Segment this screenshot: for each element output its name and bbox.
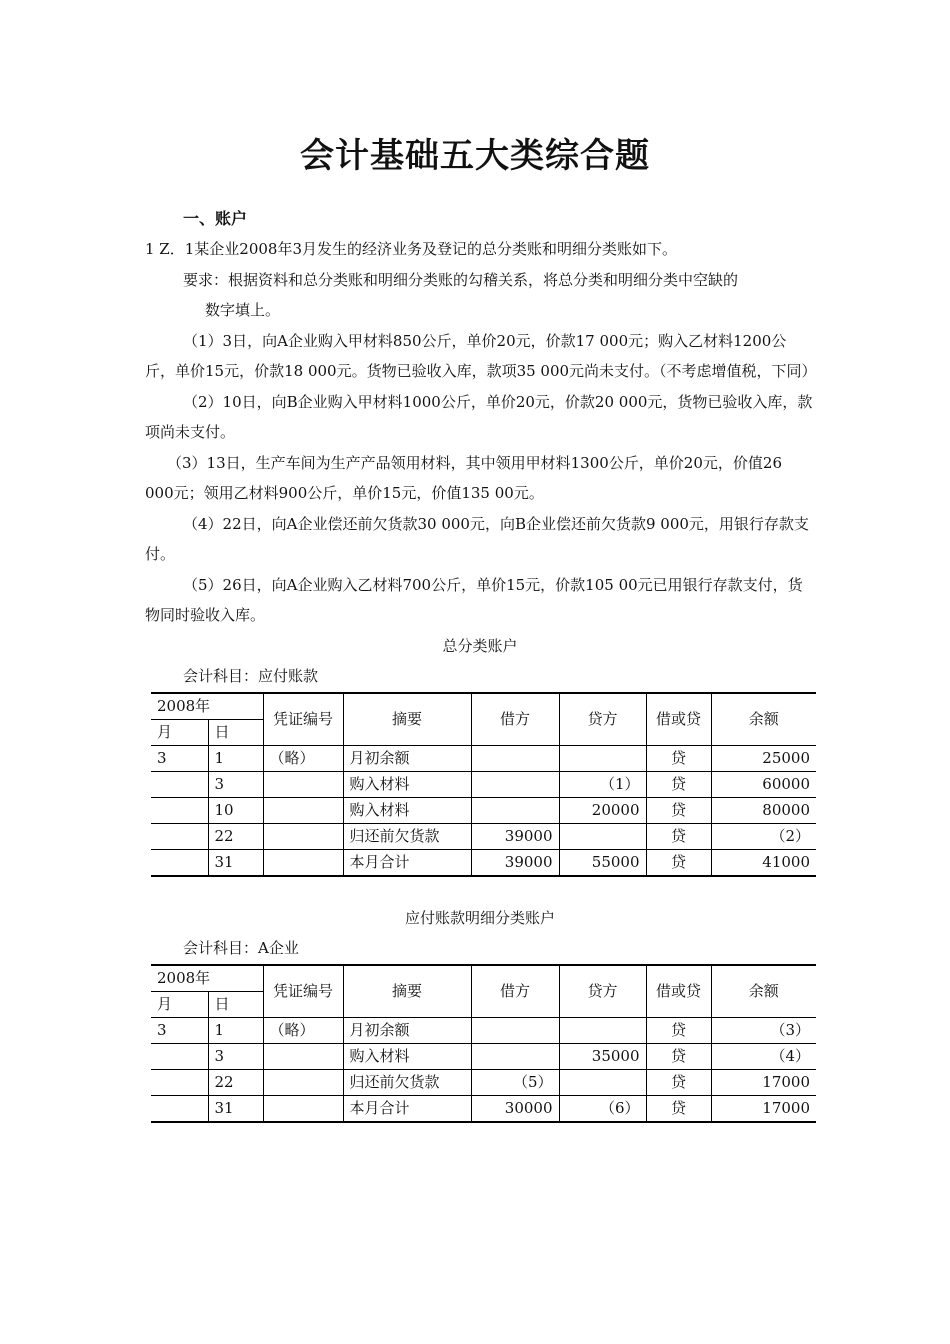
table-row <box>151 797 816 823</box>
header-voucher: 凭证编号 <box>263 693 343 746</box>
cell-summary: 购入材料 <box>343 797 471 823</box>
header-credit: 贷方 <box>559 693 646 746</box>
question-intro: 1 Z．1某企业2008年3月发生的经济业务及登记的总分类账和明细分类账如下。 <box>145 240 677 258</box>
cell-balance: 25000 <box>711 745 816 771</box>
cell-summary: 归还前欠货款 <box>343 1069 471 1095</box>
cell-balance: （2） <box>711 823 816 849</box>
cell-voucher <box>263 797 343 823</box>
cell-day: 1 <box>208 1017 263 1043</box>
ledger2-subject: 会计科目：A企业 <box>183 939 299 957</box>
cell-month <box>151 797 208 823</box>
transaction-1: （1）3日，向A企业购入甲材料850公斤，单价20元，价款17 000元；购入乙材料1200公斤，单价15元，价款18 000元。货物已验收入库，款项35 000元尚未支付。（不考虑增值税，下同） <box>145 331 817 380</box>
ledger1-subject: 会计科目：应付账款 <box>183 667 319 685</box>
document-body <box>145 234 815 1123</box>
cell-credit: （6） <box>559 1095 646 1122</box>
header-row <box>151 693 816 720</box>
cell-credit: （1） <box>559 771 646 797</box>
cell-month <box>151 1095 208 1122</box>
cell-month: 3 <box>151 745 208 771</box>
cell-credit: 35000 <box>559 1043 646 1069</box>
cell-balance: 17000 <box>711 1069 816 1095</box>
cell-day: 1 <box>208 745 263 771</box>
cell-dc: 贷 <box>646 771 711 797</box>
cell-summary: 本月合计 <box>343 849 471 876</box>
cell-summary: 归还前欠货款 <box>343 823 471 849</box>
cell-debit <box>471 745 559 771</box>
cell-month <box>151 1043 208 1069</box>
cell-debit: （5） <box>471 1069 559 1095</box>
section-heading: 一、账户 <box>183 209 248 228</box>
cell-debit: 30000 <box>471 1095 559 1122</box>
header-debit: 借方 <box>471 965 559 1018</box>
cell-day: 22 <box>208 1069 263 1095</box>
cell-balance: 41000 <box>711 849 816 876</box>
header-dc: 借或贷 <box>646 965 711 1018</box>
cell-balance: 17000 <box>711 1095 816 1122</box>
ledger2-caption: 应付账款明细分类账户 <box>404 908 555 927</box>
cell-dc: 贷 <box>646 1069 711 1095</box>
cell-debit <box>471 1017 559 1043</box>
cell-summary: 本月合计 <box>343 1095 471 1122</box>
cell-credit <box>559 823 646 849</box>
table-row <box>151 1095 816 1122</box>
table-row <box>151 823 816 849</box>
cell-voucher <box>263 1043 343 1069</box>
cell-dc: 贷 <box>646 849 711 876</box>
header-summary: 摘要 <box>343 965 471 1018</box>
cell-dc: 贷 <box>646 1017 711 1043</box>
cell-dc: 贷 <box>646 745 711 771</box>
cell-day: 31 <box>208 849 263 876</box>
table-row <box>151 1069 816 1095</box>
cell-voucher: （略） <box>263 745 343 771</box>
cell-balance: （3） <box>711 1017 816 1043</box>
table-row <box>151 771 816 797</box>
table-row <box>151 1017 816 1043</box>
cell-credit: 20000 <box>559 797 646 823</box>
cell-voucher <box>263 771 343 797</box>
cell-month <box>151 849 208 876</box>
header-balance: 余额 <box>711 965 816 1018</box>
transaction-5: （5）26日，向A企业购入乙材料700公斤，单价15元，价款105 00元已用银行存款支付，货物同时验收入库。 <box>145 575 803 624</box>
cell-balance: （4） <box>711 1043 816 1069</box>
cell-summary: 月初余额 <box>343 1017 471 1043</box>
general-ledger-table <box>151 692 816 877</box>
requirement-line-1: 要求：根据资料和总分类账和明细分类账的勾稽关系，将总分类和明细分类中空缺的 <box>183 270 739 289</box>
cell-day: 3 <box>208 771 263 797</box>
header-debit: 借方 <box>471 693 559 746</box>
cell-summary: 购入材料 <box>343 771 471 797</box>
table-row <box>151 849 816 876</box>
cell-voucher <box>263 1095 343 1122</box>
header-day: 日 <box>208 991 263 1017</box>
cell-month <box>151 1069 208 1095</box>
header-year: 2008年 <box>151 693 263 720</box>
cell-voucher <box>263 823 343 849</box>
cell-debit <box>471 771 559 797</box>
cell-credit <box>559 745 646 771</box>
cell-day: 3 <box>208 1043 263 1069</box>
cell-month: 3 <box>151 1017 208 1043</box>
header-month: 月 <box>151 991 208 1017</box>
cell-voucher: （略） <box>263 1017 343 1043</box>
cell-credit <box>559 1017 646 1043</box>
cell-debit: 39000 <box>471 823 559 849</box>
header-row <box>151 965 816 992</box>
cell-summary: 月初余额 <box>343 745 471 771</box>
header-summary: 摘要 <box>343 693 471 746</box>
requirement-line-2: 数字填上。 <box>205 301 281 319</box>
header-credit: 贷方 <box>559 965 646 1018</box>
cell-day: 10 <box>208 797 263 823</box>
cell-debit <box>471 1043 559 1069</box>
cell-day: 22 <box>208 823 263 849</box>
cell-voucher <box>263 1069 343 1095</box>
cell-balance: 60000 <box>711 771 816 797</box>
header-year: 2008年 <box>151 965 263 992</box>
cell-dc: 贷 <box>646 823 711 849</box>
cell-debit: 39000 <box>471 849 559 876</box>
table-row <box>151 1043 816 1069</box>
cell-day: 31 <box>208 1095 263 1122</box>
header-dc: 借或贷 <box>646 693 711 746</box>
ledger1-caption: 总分类账户 <box>442 636 518 655</box>
cell-dc: 贷 <box>646 1095 711 1122</box>
cell-month <box>151 823 208 849</box>
cell-credit <box>559 1069 646 1095</box>
subsidiary-ledger-table <box>151 964 816 1123</box>
cell-month <box>151 771 208 797</box>
transaction-3: （3）13日，生产车间为生产产品领用材料，其中领用甲材料1300公斤，单价20元，价值26 000元；领用乙材料900公斤，单价15元，价值135 00元。 <box>145 453 782 502</box>
table-row <box>151 745 816 771</box>
cell-summary: 购入材料 <box>343 1043 471 1069</box>
transaction-2: （2）10日，向B企业购入甲材料1000公斤，单价20元，价款20 000元，货物已验收入库，款项尚未支付。 <box>145 392 813 441</box>
cell-dc: 贷 <box>646 1043 711 1069</box>
cell-balance: 80000 <box>711 797 816 823</box>
header-month: 月 <box>151 719 208 745</box>
cell-credit: 55000 <box>559 849 646 876</box>
cell-debit <box>471 797 559 823</box>
cell-dc: 贷 <box>646 797 711 823</box>
transaction-4: （4）22日，向A企业偿还前欠货款30 000元，向B企业偿还前欠货款9 000元，用银行存款支付。 <box>145 514 809 563</box>
header-balance: 余额 <box>711 693 816 746</box>
header-day: 日 <box>208 719 263 745</box>
page-title: 会计基础五大类综合题 <box>300 136 650 176</box>
header-voucher: 凭证编号 <box>263 965 343 1018</box>
cell-voucher <box>263 849 343 876</box>
